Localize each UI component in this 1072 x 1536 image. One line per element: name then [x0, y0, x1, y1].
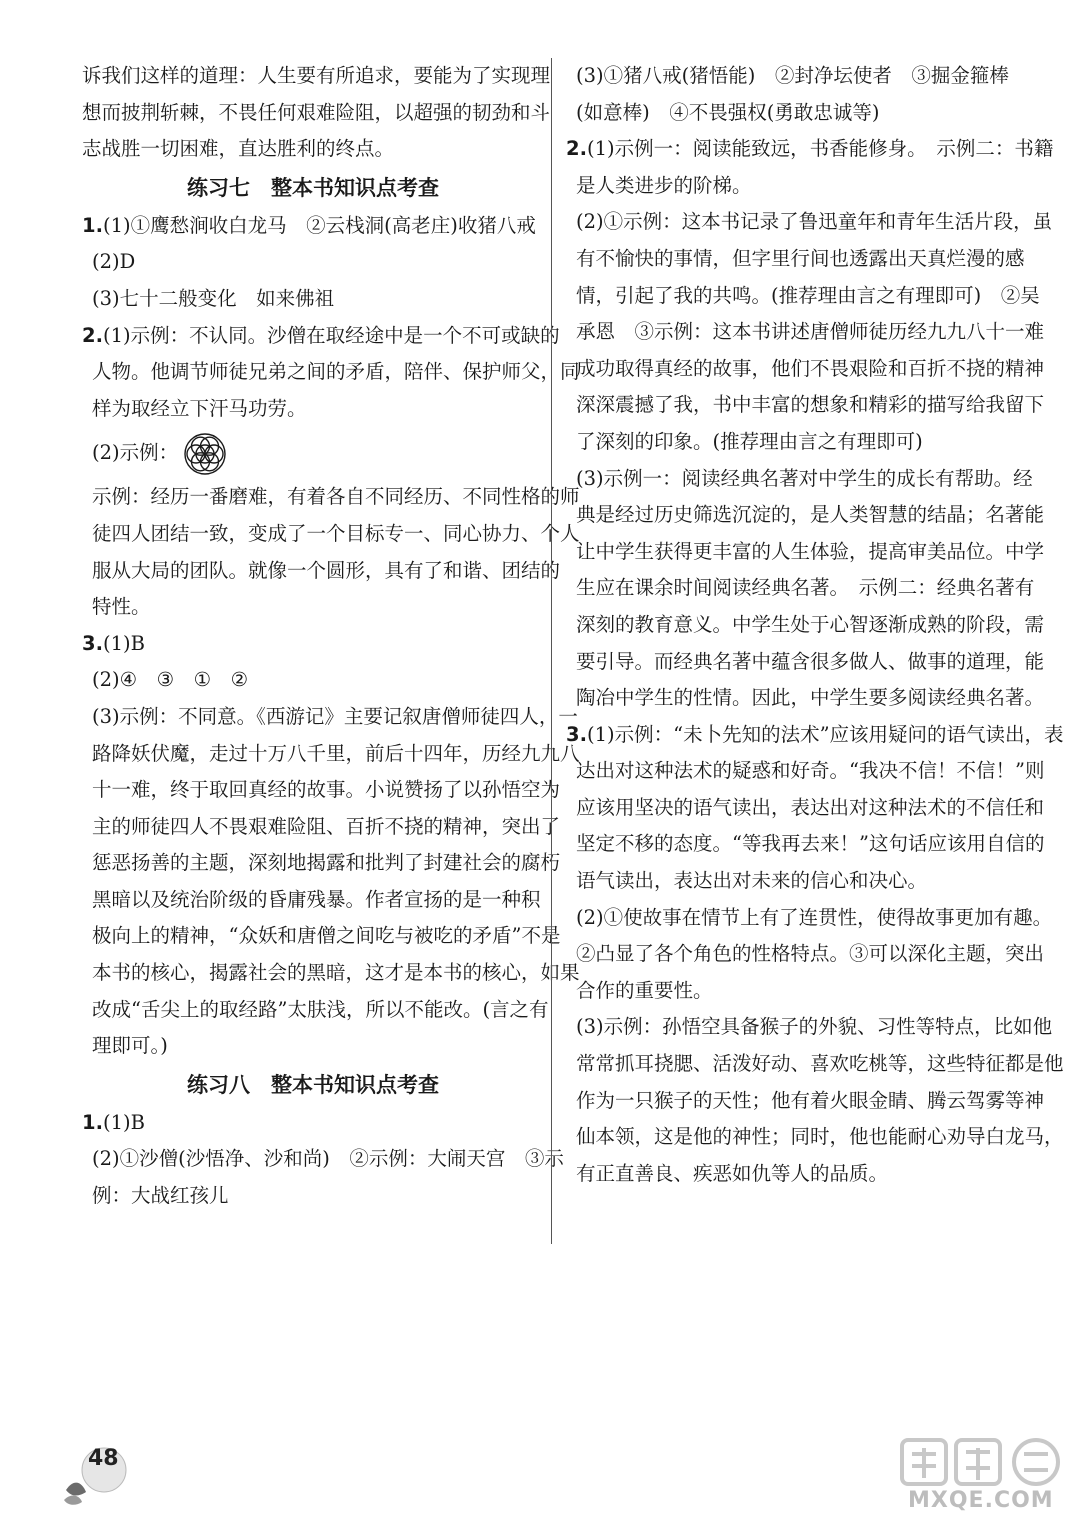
question-number: 1. [82, 1110, 103, 1134]
line-text: 陶冶中学生的性情。因此，中学生要多阅读经典名著。 [576, 686, 1045, 710]
question-number: 2. [566, 137, 587, 161]
question-number: 1. [82, 213, 103, 237]
text-line [566, 314, 1045, 351]
line-text: (2)D [92, 250, 136, 274]
text-line [566, 497, 1045, 534]
text-line [566, 351, 1045, 388]
line-text: (2)④ ③ ① ② [92, 668, 249, 692]
text-line [82, 244, 544, 281]
text-line [566, 717, 1064, 754]
line-text: (2)①示例：这本书记录了鲁迅童年和青年生活片段，虽 [576, 210, 1053, 234]
line-text: 了深刻的印象。(推荐理由言之有理即可) [576, 429, 923, 453]
question-number: 2. [82, 323, 103, 347]
text-line [82, 516, 580, 553]
line-text: (2)示例： [92, 441, 179, 465]
line-text: 服从大局的团队。就像一个圆形，具有了和谐、团结的 [92, 558, 561, 582]
line-text: 本书的核心，揭露社会的黑暗，这才是本书的核心，如果 [92, 961, 580, 985]
line-text: 诉我们这样的道理：人生要有所追求，要能为了实现理 [82, 64, 551, 87]
line-text: 改成“舌尖上的取经路”太肤浅，所以不能改。(言之有 [92, 997, 549, 1021]
line-text: (如意棒) ④不畏强权(勇敢忠诚等) [576, 100, 880, 124]
text-line [82, 553, 561, 590]
line-text: (3)示例：孙悟空具备猴子的外貌、习性等特点，比如他 [576, 1015, 1053, 1039]
line-text: 志战胜一切困难，直达胜利的终点。 [82, 137, 395, 161]
line-text: 坚定不移的态度。“等我再去来！”这句话应该用自信的 [576, 832, 1045, 856]
line-text: (2)①沙僧(沙悟净、沙和尚) ②示例：大闹天宫 ③示 [92, 1147, 564, 1171]
text-line [82, 318, 560, 355]
text-line [566, 95, 1030, 132]
column-divider [551, 58, 552, 1244]
question-number: 3. [82, 631, 103, 655]
text-line [566, 1083, 1045, 1120]
line-text: (1)示例一：阅读能致远，书香能修身。 示例二：书籍 [586, 137, 1054, 161]
text-line [566, 1046, 1064, 1083]
line-text: 例：大战红孩儿 [92, 1184, 229, 1208]
line-text: 极向上的精神，“众妖和唐僧之间吃与被吃的矛盾”不是 [92, 924, 561, 948]
text-line [566, 387, 1045, 424]
text-line [566, 826, 1045, 863]
text-line [82, 131, 544, 168]
text-line [566, 680, 1045, 717]
text-line [82, 772, 561, 809]
section-heading [82, 1065, 544, 1105]
text-line [82, 208, 544, 245]
line-text: 深深震撼了我，书中丰富的想象和精彩的描写给我留下 [576, 393, 1045, 417]
line-text: 生应在课余时间阅读经典名著。 示例二：经典名著有 [576, 576, 1035, 600]
line-text: (3)七十二般变化 如来佛祖 [92, 286, 335, 310]
text-line [566, 900, 1053, 937]
text-line [82, 699, 578, 736]
text-line [82, 1141, 564, 1178]
text-line [566, 607, 1045, 644]
line-text: (3)①猪八戒(猪悟能) ②封净坛使者 ③掘金箍棒 [576, 64, 1009, 87]
text-line [82, 479, 580, 516]
line-text: 有不愉快的事情，但字里行间也透露出天真烂漫的感 [576, 246, 1025, 270]
line-text: 常常抓耳挠腮、活泼好动、喜欢吃桃等，这些特征都是他 [576, 1052, 1064, 1076]
text-line [566, 753, 1045, 790]
text-line [82, 662, 544, 699]
text-line [82, 95, 551, 132]
line-text: 特性。 [92, 595, 151, 619]
text-line [566, 58, 1030, 95]
text-line [82, 589, 544, 626]
text-line [566, 644, 1045, 681]
text-line [566, 168, 1030, 205]
line-text: (1)B [102, 1110, 145, 1134]
watermark-site: MXQE.COM [908, 1488, 1054, 1513]
text-line [566, 936, 1045, 973]
line-text: 有正直善良、疾恶如仇等人的品质。 [576, 1161, 889, 1185]
line-text: 练习七 整本书知识点考查 [187, 175, 439, 200]
text-line [82, 391, 544, 428]
right-column [566, 58, 1064, 1192]
text-line [82, 882, 544, 919]
text-line [82, 58, 551, 95]
text-line [566, 1119, 1064, 1156]
text-line [566, 534, 1045, 571]
line-text: 应该用坚决的语气读出，表达出对这种法术的不信任和 [576, 795, 1045, 819]
text-line [82, 1028, 544, 1065]
line-text: (3)示例一：阅读经典名著对中学生的成长有帮助。经 [576, 466, 1033, 490]
text-line [566, 790, 1045, 827]
line-text: 黑暗以及统治阶级的昏庸残暴。作者宣扬的是一种积 [92, 887, 541, 911]
line-text: (1)示例：“未卜先知的法术”应该用疑问的语气读出，表 [586, 722, 1064, 746]
line-text: 语气读出，表达出对未来的信心和决心。 [576, 869, 928, 893]
line-text: (2)①使故事在情节上有了连贯性，使得故事更加有趣。 [576, 905, 1053, 929]
left-column [82, 58, 580, 1215]
line-text: 让中学生获得更丰富的人生体验，提高审美品位。中学 [576, 539, 1045, 563]
text-line [566, 424, 1030, 461]
page-number: 48 [88, 1446, 119, 1471]
question-number: 3. [566, 722, 587, 746]
line-text: 样为取经立下汗马功劳。 [92, 396, 307, 420]
line-text: 是人类进步的阶梯。 [576, 173, 752, 197]
text-line [82, 992, 549, 1029]
line-text: 仙本领，这是他的神性；同时，他也能耐心劝导白龙马， [576, 1125, 1064, 1149]
line-text: 理即可。) [92, 1034, 168, 1058]
text-line [82, 354, 580, 391]
line-text: 徒四人团结一致，变成了一个目标专一、同心协力、个人 [92, 521, 580, 545]
line-text: 合作的重要性。 [576, 978, 713, 1002]
line-text: (1)B [102, 631, 145, 655]
line-text: 主的师徒四人不畏艰难险阻、百折不挠的精神，突出了 [92, 814, 561, 838]
text-line [566, 241, 1030, 278]
text-line [82, 281, 544, 318]
line-text: 承恩 ③示例：这本书讲述唐僧师徒历经九九八十一难 [576, 320, 1045, 344]
line-text: 示例：经历一番磨难，有着各自不同经历、不同性格的师 [92, 485, 580, 509]
line-text: 深刻的教育意义。中学生处于心智逐渐成熟的阶段，需 [576, 612, 1045, 636]
line-text: 惩恶扬善的主题，深刻地揭露和批判了封建社会的腐朽 [92, 851, 561, 875]
line-text: 典是经过历史筛选沉淀的，是人类智慧的结晶；名著能 [576, 503, 1045, 527]
line-text: (1)①鹰愁涧收白龙马 ②云栈洞(高老庄)收猪八戒 [102, 213, 536, 237]
line-text: 想而披荆斩棘，不畏任何艰难险阻，以超强的韧劲和斗 [82, 100, 551, 124]
text-line [566, 204, 1053, 241]
section-heading [82, 168, 544, 208]
text-line [82, 1178, 544, 1215]
text-line [566, 570, 1035, 607]
line-text: 作为一只猴子的天性；他有着火眼金睛、腾云驾雾等神 [576, 1088, 1045, 1112]
text-line [566, 278, 1040, 315]
text-line [82, 427, 544, 479]
line-text: 情，引起了我的共鸣。(推荐理由言之有理即可) ②吴 [576, 283, 1040, 307]
text-line [82, 809, 561, 846]
line-text: (3)示例：不同意。《西游记》主要记叙唐僧师徒四人，一 [92, 704, 578, 728]
text-line [82, 626, 544, 663]
line-text: ②凸显了各个角色的性格特点。③可以深化主题，突出 [576, 942, 1045, 966]
text-line [566, 131, 1054, 168]
line-text: 人物。他调节师徒兄弟之间的矛盾，陪伴、保护师父，同 [92, 360, 580, 384]
line-text: (1)示例：不认同。沙僧在取经途中是一个不可或缺的 [102, 323, 560, 347]
line-text: 路降妖伏魔，走过十万八千里，前后十四年，历经九九八 [92, 741, 580, 765]
text-line [82, 1105, 544, 1142]
text-line [566, 1009, 1053, 1046]
text-line [82, 955, 580, 992]
line-text: 练习八 整本书知识点考查 [187, 1072, 439, 1097]
text-line [566, 863, 1030, 900]
text-line [566, 461, 1033, 498]
text-line [82, 918, 561, 955]
flower-of-life-icon [182, 431, 228, 477]
text-line [82, 736, 580, 773]
text-line [566, 973, 1030, 1010]
text-line [566, 1156, 1030, 1193]
watermark-logo [900, 1436, 1065, 1528]
line-text: 要引导。而经典名著中蕴含很多做人、做事的道理，能 [576, 649, 1045, 673]
text-line [82, 845, 561, 882]
line-text: 达出对这种法术的疑惑和好奇。“我决不信！不信！”则 [576, 759, 1045, 783]
line-text: 十一难，终于取回真经的故事。小说赞扬了以孙悟空为 [92, 778, 561, 802]
line-text: 成功取得真经的故事，他们不畏艰险和百折不挠的精神 [576, 356, 1045, 380]
